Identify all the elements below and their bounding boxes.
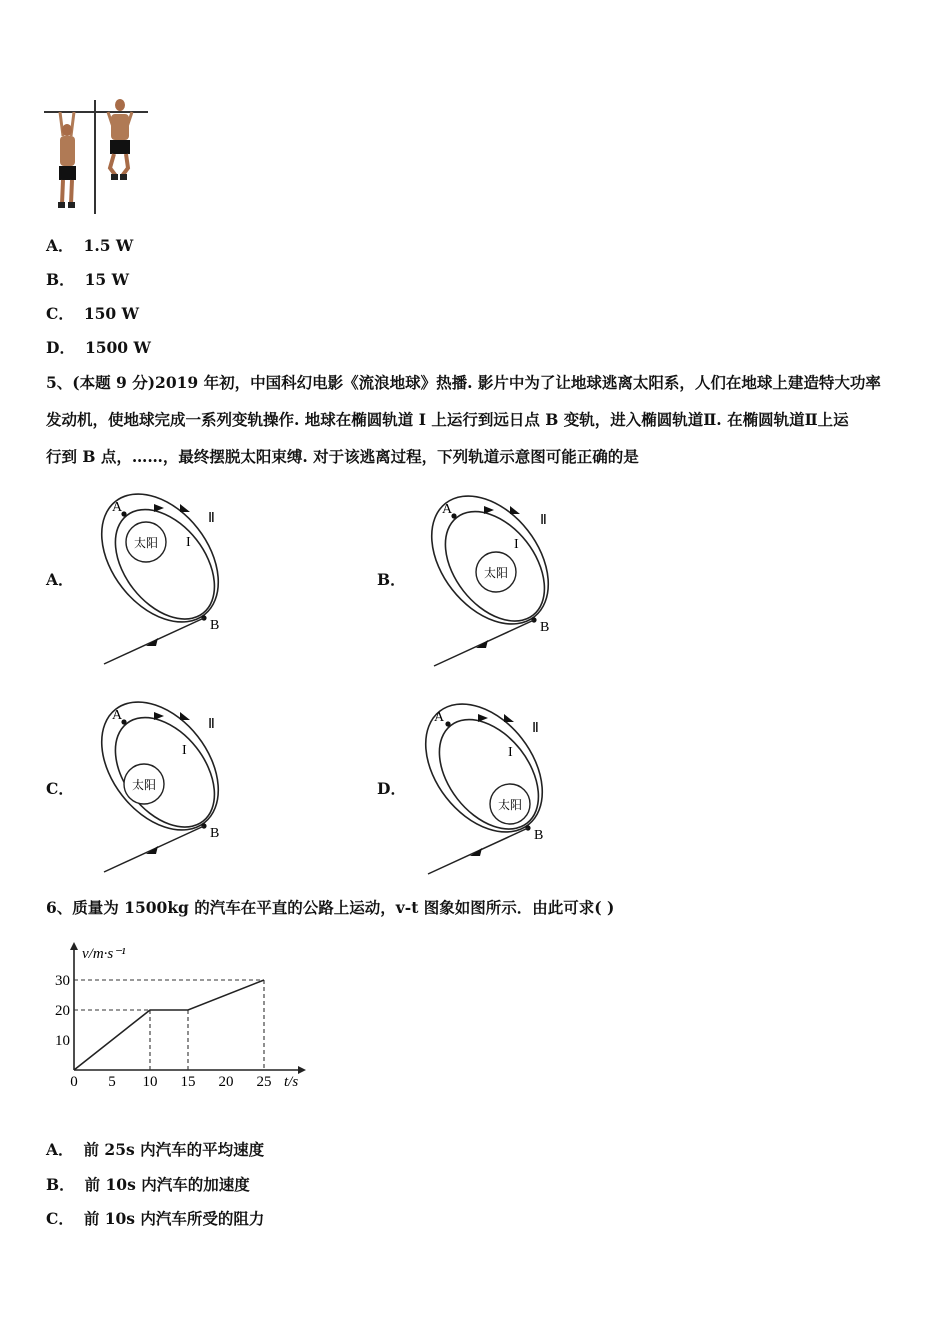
svg-text:A: A bbox=[112, 500, 123, 515]
svg-text:B: B bbox=[540, 620, 550, 635]
x-axis-label: t/s bbox=[284, 1074, 299, 1090]
sun-label: 太阳 bbox=[133, 536, 159, 550]
svg-text:I: I bbox=[514, 537, 519, 552]
q4-option-d: D． 1500 W bbox=[46, 338, 151, 357]
y-tick-label: 30 bbox=[55, 973, 70, 989]
q6-stem: 6、质量为 1500kg 的汽车在平直的公路上运动，v-t 图象如图所示．由此可求( ) bbox=[46, 898, 615, 917]
q6-option-c: C． 前 10s 内汽车所受的阻力 bbox=[46, 1209, 265, 1228]
svg-text:B: B bbox=[534, 828, 544, 843]
svg-text:A: A bbox=[434, 710, 445, 725]
svg-text:B: B bbox=[210, 618, 220, 633]
point-a bbox=[121, 511, 126, 516]
q5-option-b-label: B． bbox=[377, 570, 406, 589]
svg-text:Ⅱ: Ⅱ bbox=[208, 717, 215, 732]
x-tick-label: 0 bbox=[70, 1074, 78, 1090]
q6-option-a: A． 前 25s 内汽车的平均速度 bbox=[46, 1140, 265, 1159]
x-tick-label: 25 bbox=[256, 1074, 272, 1090]
vt-chart bbox=[40, 938, 310, 1098]
svg-text:I: I bbox=[182, 743, 187, 758]
q5-stem-line-2: 发动机，使地球完成一系列变轨操作. 地球在椭圆轨道 I 上运行到远日点 B 变轨，进入椭圆轨道Ⅱ. 在椭圆轨道Ⅱ上运 bbox=[46, 410, 849, 429]
svg-text:I: I bbox=[186, 535, 191, 550]
q4-option-c: C． 150 W bbox=[46, 304, 140, 323]
y-axis-arrow bbox=[70, 942, 78, 950]
svg-text:太阳: 太阳 bbox=[483, 566, 509, 580]
q5-stem-line-3: 行到 B 点，……，最终摆脱太阳束缚. 对于该逃离过程，下列轨道示意图可能正确的是 bbox=[46, 447, 639, 466]
orbit-diagram-d bbox=[420, 698, 560, 880]
svg-text:Ⅱ: Ⅱ bbox=[540, 513, 547, 528]
q5-stem-line-1: 5、(本题 9 分)2019 年初，中国科幻电影《流浪地球》热播. 影片中为了让地球逃离太阳系，人们在地球上建造特大功率 bbox=[46, 373, 881, 392]
q5-option-c-label: C． bbox=[46, 779, 74, 798]
svg-text:A: A bbox=[112, 708, 123, 723]
svg-text:B: B bbox=[210, 826, 220, 841]
svg-text:Ⅱ: Ⅱ bbox=[208, 511, 215, 526]
q5-option-a-label: A． bbox=[46, 570, 74, 589]
svg-text:Ⅱ: Ⅱ bbox=[532, 721, 539, 736]
orbit-diagram-c bbox=[96, 696, 236, 878]
y-axis-label: v/m·s⁻¹ bbox=[82, 946, 126, 962]
orbit-diagram-b bbox=[426, 490, 566, 672]
y-tick-label: 20 bbox=[55, 1003, 70, 1019]
svg-text:I: I bbox=[508, 745, 513, 760]
svg-text:太阳: 太阳 bbox=[131, 778, 157, 792]
pullup-figure bbox=[44, 96, 152, 216]
svg-text:太阳: 太阳 bbox=[497, 798, 523, 812]
velocity-line bbox=[74, 980, 264, 1070]
y-tick-label: 10 bbox=[55, 1033, 70, 1049]
hanging-person-icon bbox=[58, 112, 76, 208]
q6-option-b: B． 前 10s 内汽车的加速度 bbox=[46, 1175, 250, 1194]
x-tick-label: 5 bbox=[108, 1074, 116, 1090]
x-tick-label: 15 bbox=[180, 1074, 196, 1090]
q4-option-b: B． 15 W bbox=[46, 270, 129, 289]
x-axis-arrow bbox=[298, 1066, 306, 1074]
orbit-diagram-a bbox=[96, 488, 236, 670]
svg-text:A: A bbox=[442, 502, 453, 517]
x-tick-label: 10 bbox=[142, 1074, 158, 1090]
x-tick-label: 20 bbox=[218, 1074, 234, 1090]
q4-option-a: A． 1.5 W bbox=[46, 236, 134, 255]
q5-option-d-label: D． bbox=[377, 779, 406, 798]
